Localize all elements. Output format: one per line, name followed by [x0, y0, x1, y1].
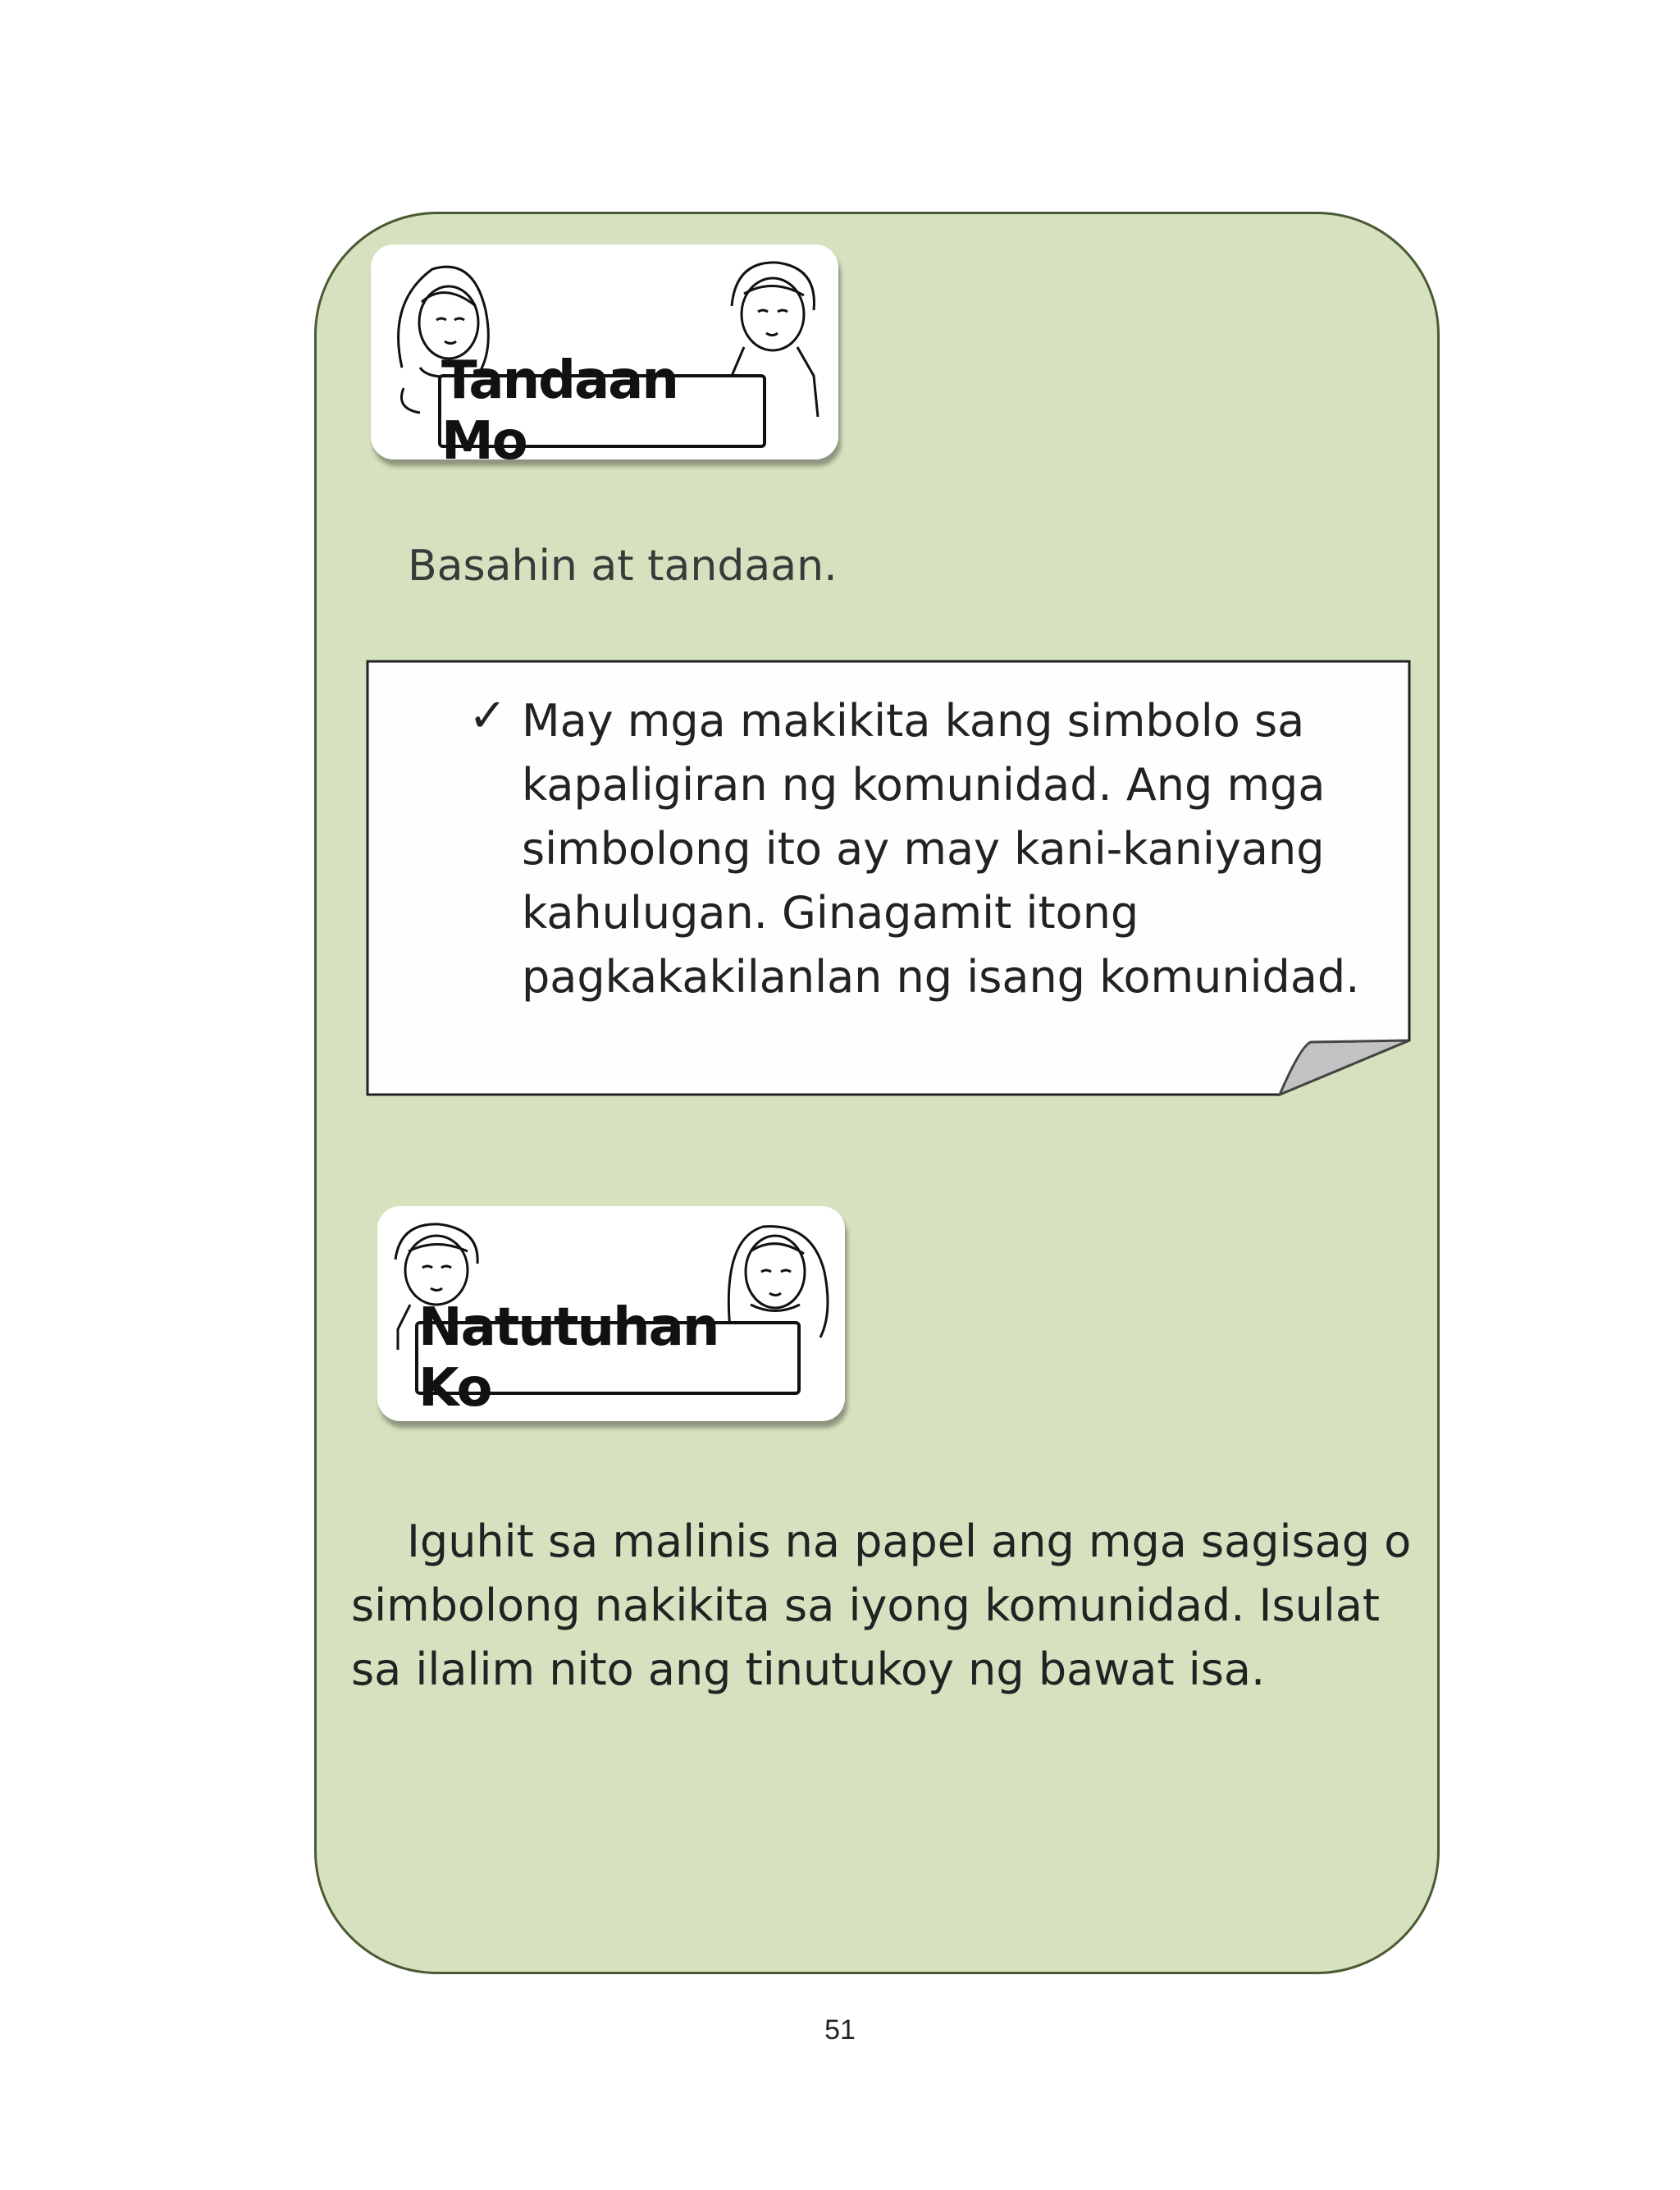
note-box — [366, 660, 1411, 1096]
page-number: 51 — [824, 2014, 856, 2046]
natutuhan-ko-banner — [377, 1206, 845, 1421]
intro-text: Basahin at tandaan. — [408, 542, 838, 591]
instruction-text: Iguhit sa malinis na papel ang mga sagisag o simbolong nakikita sa iyong komunidad. Isulat sa ilalim nito ang tinutukoy ng bawat isa. — [351, 1516, 1412, 1695]
tandaan-mo-banner — [371, 245, 838, 472]
tandaan-mo-label: Tandaan Mo — [438, 374, 766, 448]
note-text: May mga makikita kang simbolo sa kapaligiran ng komunidad. Ang mga simbolong ito ay may kani-kaniyang kahulugan. Ginagamit itong pagkakakilanlan ng isang komunidad. — [522, 695, 1360, 1003]
natutuhan-ko-label: Natutuhan Ko — [415, 1321, 801, 1395]
checkmark-icon: ✓ — [468, 689, 507, 743]
